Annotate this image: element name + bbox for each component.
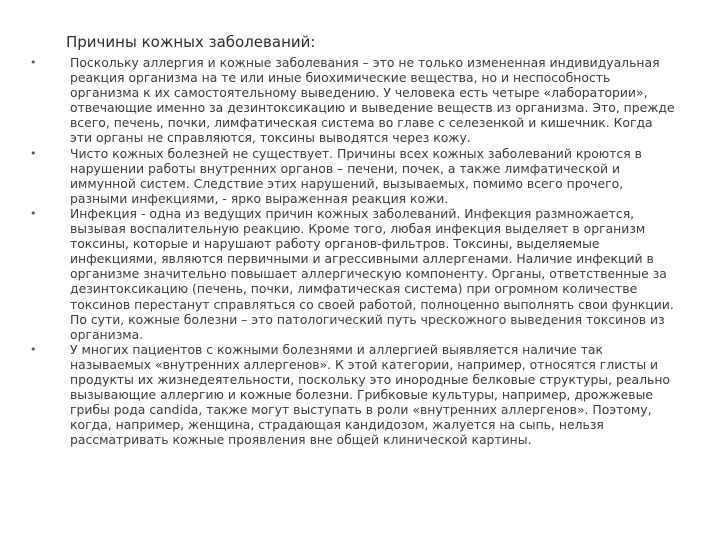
bullet-dot-icon: • — [30, 342, 37, 356]
bullet-text: Поскольку аллергия и кожные заболевания – это не только измененная индивидуальная реакция организма на те или иные биохимические вещества, но и неспособность организма к их самостоятельному выведению. У человека есть четыре «лаборатории», отвечающие именно за дезинтоксикацию и выведение веществ из организма. Это, прежде всего, печень, почки, лимфатическая система во главе с селезенкой и кишечник. Когда эти органы не справляются, токсины выводятся через кожу. — [70, 55, 675, 146]
bullet-item — [30, 55, 675, 146]
bullet-item — [30, 146, 675, 206]
bullet-list — [30, 55, 675, 447]
bullet-text: Инфекция - одна из ведущих причин кожных заболеваний. Инфекция размножается, вызывая воспалительную реакцию. Кроме того, любая инфекция выделяет в организм токсины, которые и нарушают работу органов-фильтров. Токсины, выделяемые инфекциями, являются первичными и агрессивными аллергенами. Наличие инфекций в организме значительно повышает аллергическую компоненту. Органы, ответственные за дезинтоксикацию (печень, почки, лимфатическая система) при огромном количестве токсинов перестанут справляться со своей работой, полноценно выполнять свои функции. По сути, кожные болезни – это патологический путь чрескожного выведения токсинов из организма. — [70, 205, 674, 342]
bullet-text: У многих пациентов с кожными болезнями и аллергией выявляется наличие так называемых «внутренних аллергенов». К этой категории, например, относятся глисты и продукты их жизнедеятельности, поскольку это инородные белковые структуры, реально вызывающие аллергию и кожные болезни. Грибковые культуры, например, дрожжевые грибы рода candida, также могут выступать в роли «внутренних аллергенов». Поэтому, когда, например, женщина, страдающая кандидозом, жалуется на сыпь, нельзя рассматривать кожные проявления вне общей клинической картины. — [70, 341, 671, 448]
bullet-dot-icon: • — [30, 146, 37, 160]
bullet-item — [30, 206, 675, 342]
bullet-dot-icon: • — [30, 56, 37, 69]
slide-title: Причины кожных заболеваний: — [66, 33, 316, 51]
bullet-dot-icon: • — [30, 206, 37, 220]
bullet-item — [30, 342, 675, 448]
bullet-text: Чисто кожных болезней не существует. Причины всех кожных заболеваний кроются в нарушении работы внутренних органов – печени, почек, а также лимфатической и иммунной систем. Следствие этих нарушений, вызываемых, помимо всего прочего, разными инфекциями, - ярко выраженная реакция кожи. — [70, 145, 642, 206]
